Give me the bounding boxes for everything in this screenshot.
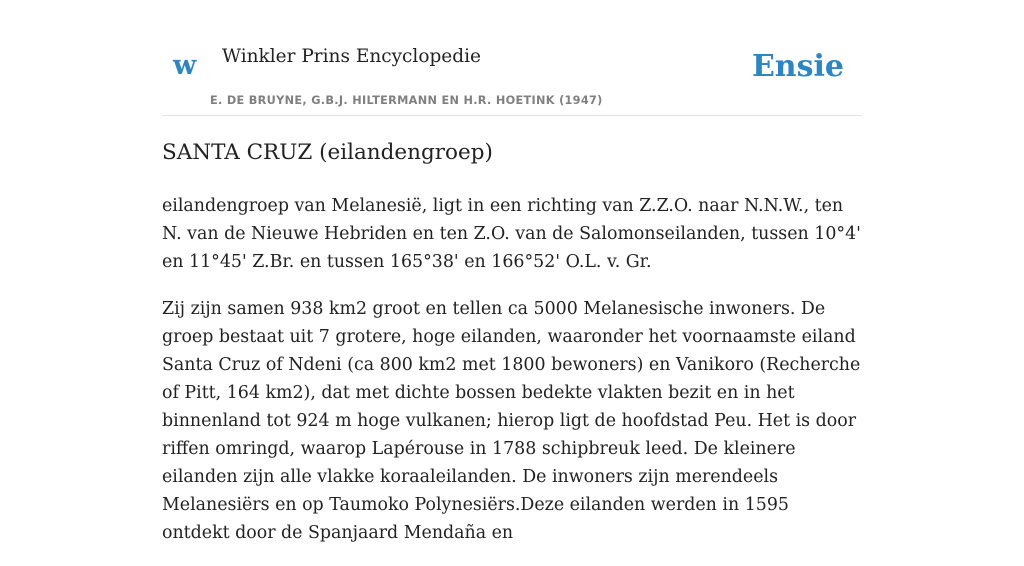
article-paragraph: eilandengroep van Melanesië, ligt in een richting van Z.Z.O. naar N.N.W., ten N. van de Nieuwe Hebriden en ten Z.O. van de Salomonseilanden, tussen 10°4' en 11°45' Z.Br. en tussen 165°38' en 166°52' O.L. v. Gr.	[162, 196, 861, 272]
brand-logo[interactable]: Ensie	[751, 49, 844, 84]
article-paragraph: Zij zijn samen 938 km2 groot en tellen ca 5000 Melanesische inwoners. De groep bestaat uit 7 grotere, hoge eilanden, waaronder het voornaamste eiland Santa Cruz of Ndeni (ca 800 km2 met 1800 bewoners) en Vanikoro (Recherche of Pitt, 164 km2), dat met dichte bossen bedekte vlakten bezit en in het binnenland tot 924 m hoge vulkanen; hierop ligt de hoofdstad Peu. Het is door riffen omringd, waarop Lapérouse in 1788 schipbreuk leed. De kleinere eilanden zijn alle vlakke koraaleilanden. De inwoners zijn merendeels Melanesiërs en op Taumoko Polynesiërs.Deze eilanden werden in 1595 ontdekt door de Spanjaard Mendaña en	[162, 299, 861, 543]
publication-logo[interactable]: w	[173, 50, 197, 81]
article-body	[162, 192, 862, 566]
article-title: SANTA CRUZ (eilandengroep)	[162, 140, 493, 165]
site-header	[162, 40, 862, 116]
publication-title[interactable]: Winkler Prins Encyclopedie	[222, 46, 481, 67]
publication-authors: E. DE BRUYNE, G.B.J. HILTERMANN EN H.R. HOETINK (1947)	[210, 94, 603, 107]
